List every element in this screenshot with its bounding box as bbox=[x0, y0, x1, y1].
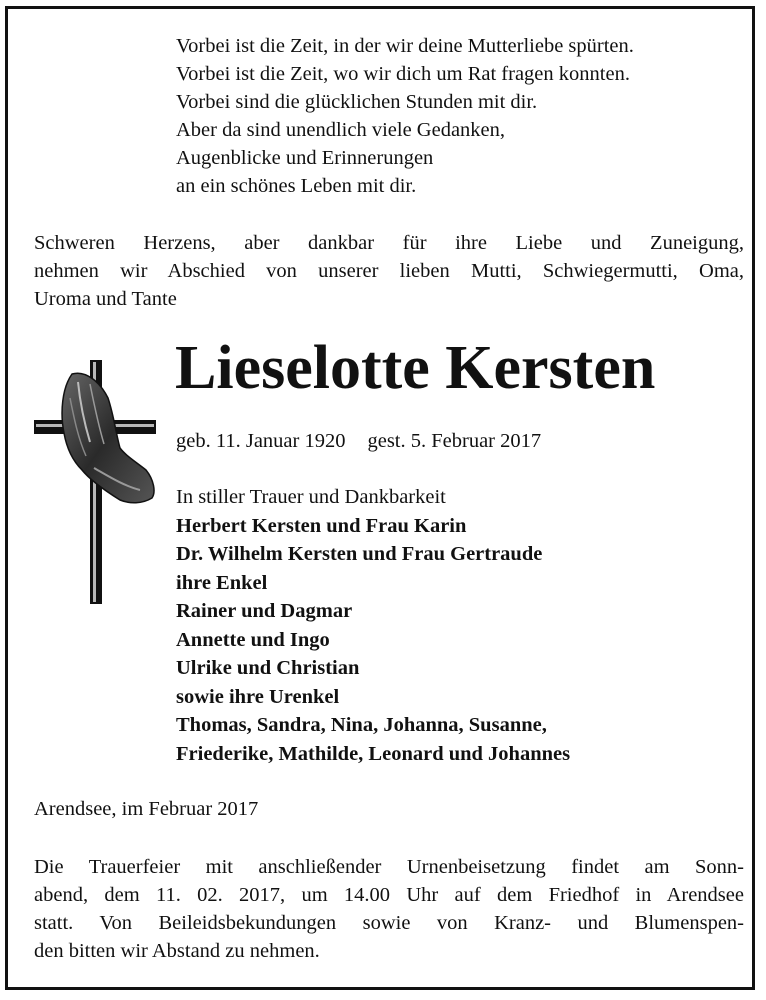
poem-line: Vorbei ist die Zeit, wo wir dich um Rat fragen konnten. bbox=[176, 63, 630, 85]
mourner-line: Rainer und Dagmar bbox=[176, 600, 353, 622]
death-date: gest. 5. Februar 2017 bbox=[367, 430, 542, 452]
mourner-line: Annette und Ingo bbox=[176, 628, 330, 651]
funeral-line: statt. Von Beileidsbekundungen sowie von Kranz- und Blumenspen- bbox=[34, 912, 744, 934]
life-dates bbox=[176, 427, 541, 455]
funeral-line: Die Trauerfeier mit anschließender Urnenbeisetzung findet am Sonn- bbox=[34, 856, 744, 878]
poem-line: Aber da sind unendlich viele Gedanken, bbox=[176, 119, 506, 141]
mourners-list bbox=[176, 483, 570, 768]
mourners-intro: In stiller Trauer und Dankbarkeit bbox=[176, 486, 446, 508]
mourner-line: Ulrike und Christian bbox=[176, 657, 360, 679]
intro-line: Uroma und Tante bbox=[34, 288, 177, 310]
intro-line: nehmen wir Abschied von unserer lieben Mutti, Schwiegermutti, Oma, bbox=[34, 260, 744, 282]
poem-line: an ein schönes Leben mit dir. bbox=[176, 175, 417, 197]
mourner-line: Thomas, Sandra, Nina, Johanna, Susanne, bbox=[176, 714, 547, 736]
mourner-line: Friederike, Mathilde, Leonard und Johannes bbox=[176, 742, 571, 765]
mourner-line: ihre Enkel bbox=[176, 571, 268, 594]
praying-hands-icon bbox=[62, 373, 154, 503]
poem-line: Vorbei ist die Zeit, in der wir deine Mutterliebe spürten. bbox=[176, 35, 634, 57]
poem-line: Augenblicke und Erinnerungen bbox=[176, 147, 434, 169]
intro-text bbox=[34, 229, 744, 313]
mourner-line: Herbert Kersten und Frau Karin bbox=[176, 514, 467, 537]
birth-date: geb. 11. Januar 1920 bbox=[176, 430, 346, 452]
mourner-line: Dr. Wilhelm Kersten und Frau Gertraude bbox=[176, 543, 543, 565]
funeral-notice bbox=[34, 853, 744, 965]
funeral-line: den bitten wir Abstand zu nehmen. bbox=[34, 940, 320, 962]
poem-line: Vorbei sind die glücklichen Stunden mit dir. bbox=[176, 91, 538, 113]
place-and-date: Arendsee, im Februar 2017 bbox=[34, 798, 259, 820]
cross-with-praying-hands-icon bbox=[34, 358, 158, 608]
funeral-line: abend, dem 11. 02. 2017, um 14.00 Uhr auf dem Friedhof in Arendsee bbox=[34, 884, 744, 906]
poem bbox=[176, 32, 634, 200]
deceased-name: Lieselotte Kersten bbox=[175, 334, 656, 402]
mourner-line: sowie ihre Urenkel bbox=[176, 685, 340, 708]
intro-line: Schweren Herzens, aber dankbar für ihre Liebe und Zuneigung, bbox=[34, 232, 744, 254]
